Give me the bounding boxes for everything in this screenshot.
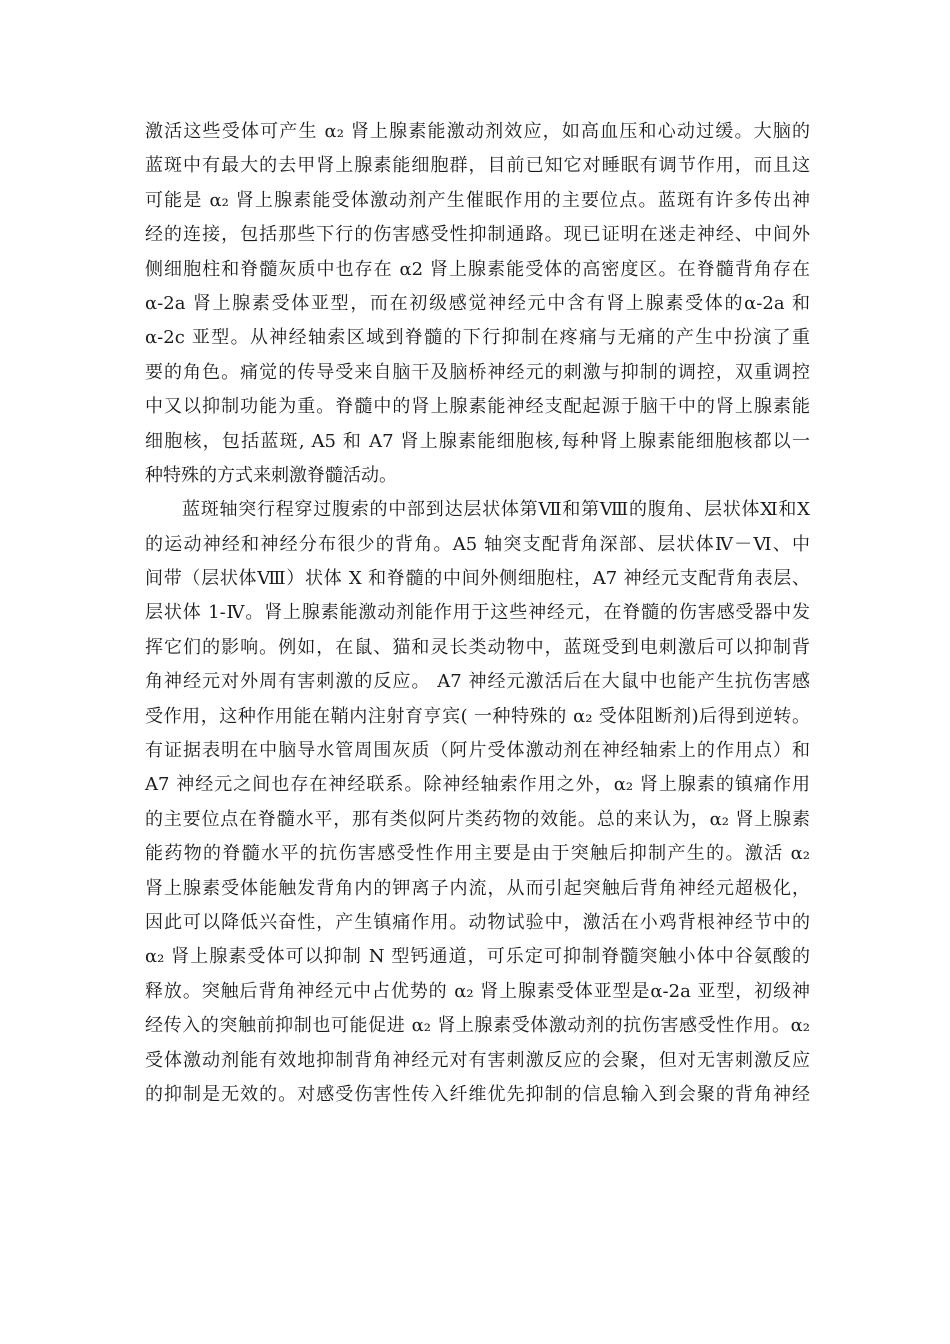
text-line: 的抑制是无效的。对感受伤害性传入纤维优先抑制的信息输入到会聚的背角神经 (145, 1083, 810, 1105)
paragraph-1 (145, 115, 810, 493)
text-line: 能药物的脊髓水平的抗伤害感受性作用主要是由于突触后抑制产生的。激活 α₂ (145, 843, 810, 865)
paragraph-2 (145, 493, 810, 1112)
text-line: 侧细胞柱和脊髓灰质中也存在 α2 肾上腺素能受体的高密度区。在脊髓背角存在 (145, 258, 810, 280)
text-line: 要的角色。痛觉的传导受来自脑干及脑桥神经元的刺激与抑制的调控，双重调控 (145, 361, 810, 383)
text-line: 激活这些受体可产生 α₂ 肾上腺素能激动剂效应，如高血压和心动过缓。大脑的 (145, 121, 810, 142)
text-line: 受作用，这种作用能在鞘内注射育亨宾( 一种特殊的 α₂ 受体阻断剂)后得到逆转。 (145, 705, 810, 727)
text-line: A7 神经元之间也存在神经联系。除神经轴索作用之外，α₂ 肾上腺素的镇痛作用 (145, 774, 810, 796)
text-line: 间带（层状体Ⅷ）状体 X 和脊髓的中间外侧细胞柱，A7 神经元支配背角表层、 (145, 568, 810, 590)
text-line: 蓝斑中有最大的去甲肾上腺素能细胞群，目前已知它对睡眠有调节作用，而且这 (145, 155, 810, 177)
text-line: α-2c 亚型。从神经轴索区域到脊髓的下行抑制在疼痛与无痛的产生中扮演了重 (145, 327, 810, 349)
text-line: 经传入的突触前抑制也可能促进 α₂ 肾上腺素受体激动剂的抗伤害感受性作用。α₂ (145, 1015, 810, 1037)
text-line: 释放。突触后背角神经元中占优势的 α₂ 肾上腺素受体亚型是α-2a 亚型，初级神 (145, 980, 810, 1002)
text-line: 挥它们的影响。例如，在鼠、猫和灵长类动物中，蓝斑受到电刺激后可以抑制背 (145, 636, 810, 658)
text-line: 的运动神经和神经分布很少的背角。A5 轴突支配背角深部、层状体Ⅳ－Ⅵ、中 (145, 533, 810, 555)
body-text (145, 115, 810, 1112)
text-line: 经的连接，包括那些下行的伤害感受性抑制通路。现已证明在迷走神经、中间外 (145, 224, 810, 246)
text-line: 细胞核，包括蓝斑, A5 和 A7 肾上腺素能细胞核,每种肾上腺素能细胞核都以一 (145, 430, 810, 452)
text-line: 种特殊的方式来刺激脊髓活动。 (145, 464, 397, 486)
text-line: 中又以抑制功能为重。脊髓中的肾上腺素能神经支配起源于脑干中的肾上腺素能 (145, 396, 810, 418)
text-line: 蓝斑轴突行程穿过腹索的中部到达层状体第Ⅶ和第Ⅷ的腹角、层状体Ⅺ和Ⅹ (182, 499, 810, 521)
text-line: 可能是 α₂ 肾上腺素能受体激动剂产生催眠作用的主要位点。蓝斑有许多传出神 (145, 189, 810, 211)
text-line: 层状体 1-Ⅳ。肾上腺素能激动剂能作用于这些神经元，在脊髓的伤害感受器中发 (145, 602, 810, 624)
text-line: α-2a 肾上腺素受体亚型，而在初级感觉神经元中含有肾上腺素受体的α-2a 和 (145, 292, 810, 314)
text-line: 有证据表明在中脑导水管周围灰质（阿片受体激动剂在神经轴索上的作用点）和 (145, 740, 810, 762)
text-line: 角神经元对外周有害刺激的反应。 A7 神经元激活后在大鼠中也能产生抗伤害感 (145, 671, 810, 693)
text-line: α₂ 肾上腺素受体可以抑制 N 型钙通道，可乐定可抑制脊髓突触小体中谷氨酸的 (145, 946, 810, 968)
text-line: 肾上腺素受体能触发背角内的钾离子内流，从而引起突触后背角神经元超极化， (145, 877, 810, 899)
text-line: 的主要位点在脊髓水平，那有类似阿片类药物的效能。总的来认为，α₂ 肾上腺素 (145, 808, 810, 830)
text-line: 受体激动剂能有效地抑制背角神经元对有害刺激反应的会聚，但对无害刺激反应 (145, 1049, 810, 1071)
text-line: 因此可以降低兴奋性，产生镇痛作用。动物试验中，激活在小鸡背根神经节中的 (145, 911, 810, 933)
